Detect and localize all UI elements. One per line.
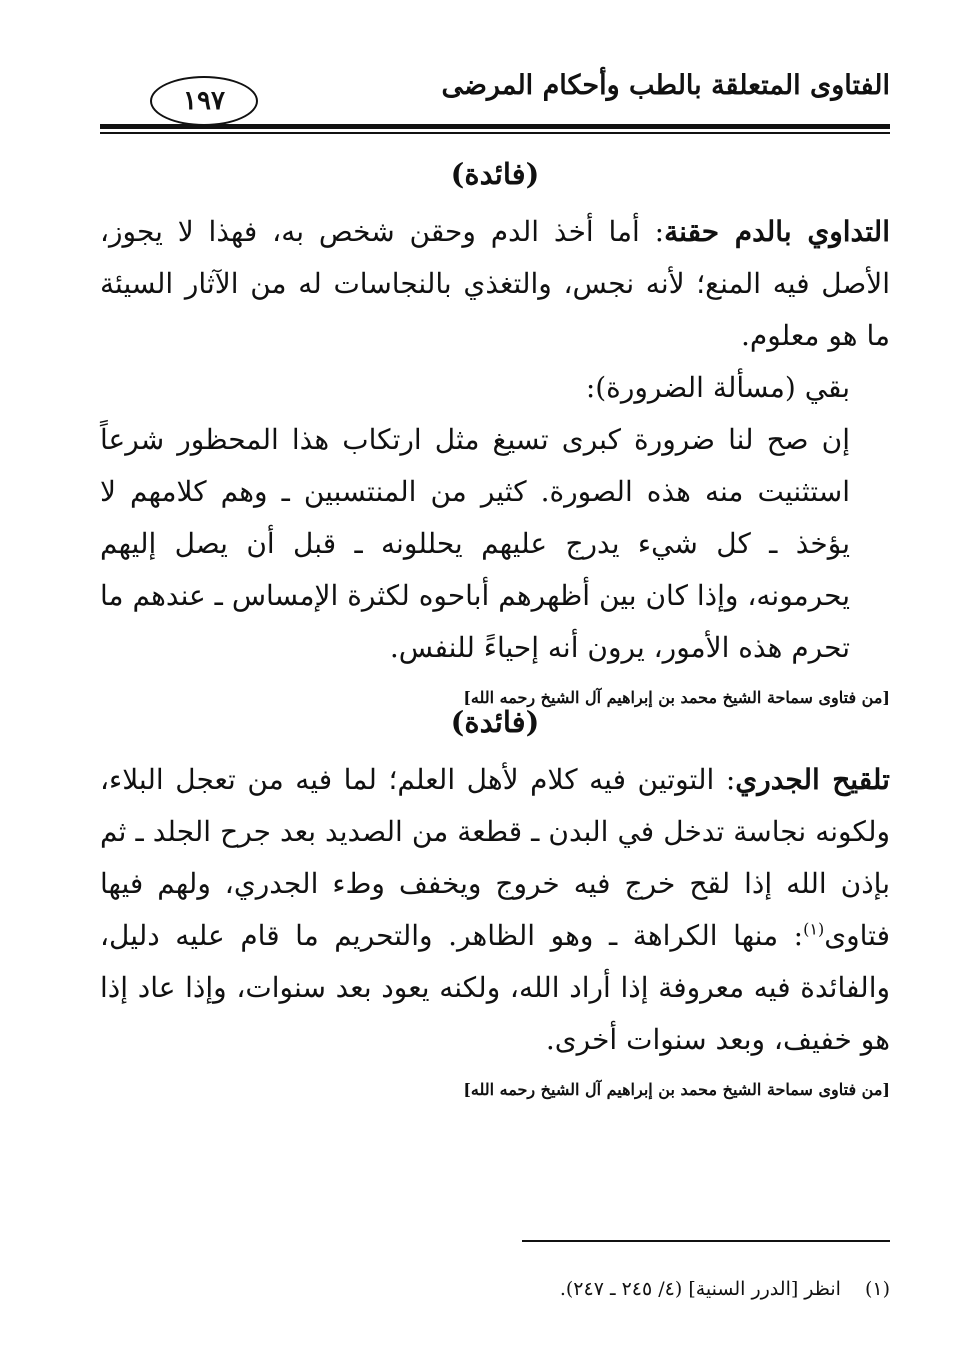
header-rule-thin [100, 132, 890, 134]
section-heading: (فائدة) [450, 157, 540, 191]
footnote-text: انظر [الدرر السنية] (٤/ ٢٤٥ ـ ٢٤٧). [559, 1278, 841, 1300]
footnote [390, 1278, 890, 1300]
source-citation: [من فتاوى سماحة الشيخ محمد بن إبراهيم آل الشيخ رحمه الله] [463, 1080, 890, 1099]
page-number [150, 76, 258, 126]
section-fatwa-2 [100, 700, 890, 1099]
section-fatwa-1 [100, 152, 890, 707]
footnote-reference[interactable]: (١) [803, 919, 825, 939]
footnote-divider [522, 1240, 890, 1242]
footnote-number: (١) [864, 1278, 890, 1300]
running-title: الفتاوى المتعلقة بالطب وأحكام المرضى [441, 70, 890, 101]
header-rule-thick [100, 124, 890, 129]
section-heading: (فائدة) [450, 705, 540, 739]
paragraph-text: : التوتين فيه كلام لأهل العلم؛ لما فيه من تعجل البلاء، ولكونه نجاسة تدخل في البدن ـ قطعة من الصديد بعد جرح الجلد ـ ثم بإذن الله إذا لقح خرج فيه خروج ويخفف وطء الجدري، ولهم فيها فتاوى [100, 763, 890, 952]
page-number-text: ١٩٧ [183, 86, 225, 116]
paragraph-lead: التداوي بالدم حقنة [664, 215, 890, 248]
paragraph [100, 206, 890, 362]
paragraph: إن صح لنا ضرورة كبرى تسيغ مثل ارتكاب هذا المحظور شرعاً استثنيت منه هذه الصورة. كثير من المنتسبين ـ وهم كلامهم لا يؤخذ ـ كل شيء يدرج عليهم يحللونه ـ قبل أن يصل إليهم يحرمونه، وإذا كان بين أظهرهم أباحوه لكثرة الإمساس ـ عندهم ما تحرم هذه الأمور، يرون أنه إحياءً للنفس. [100, 423, 850, 664]
paragraph-lead: تلقيح الجدري [735, 763, 890, 796]
paragraph-text: : منها الكراهة ـ وهو الظاهر. والتحريم ما قام عليه دليل، والفائدة فيه معروفة إذا أراد الله، ولكنه يعود بعد سنوات، وإذا عاد إذا هو خفيف، وبعد سنوات أخرى. [100, 919, 890, 1056]
paragraph [100, 754, 890, 1066]
paragraph-text: : أما أخذ الدم وحقن شخص به، فهذا لا يجوز، الأصل فيه المنع؛ لأنه نجس، والتغذي بالنجاسات له من الآثار السيئة ما هو معلوم. [100, 215, 890, 352]
paragraph: بقي (مسألة الضرورة): [585, 371, 850, 404]
source-citation: [من فتاوى سماحة الشيخ محمد بن إبراهيم آل الشيخ رحمه الله] [463, 688, 890, 707]
